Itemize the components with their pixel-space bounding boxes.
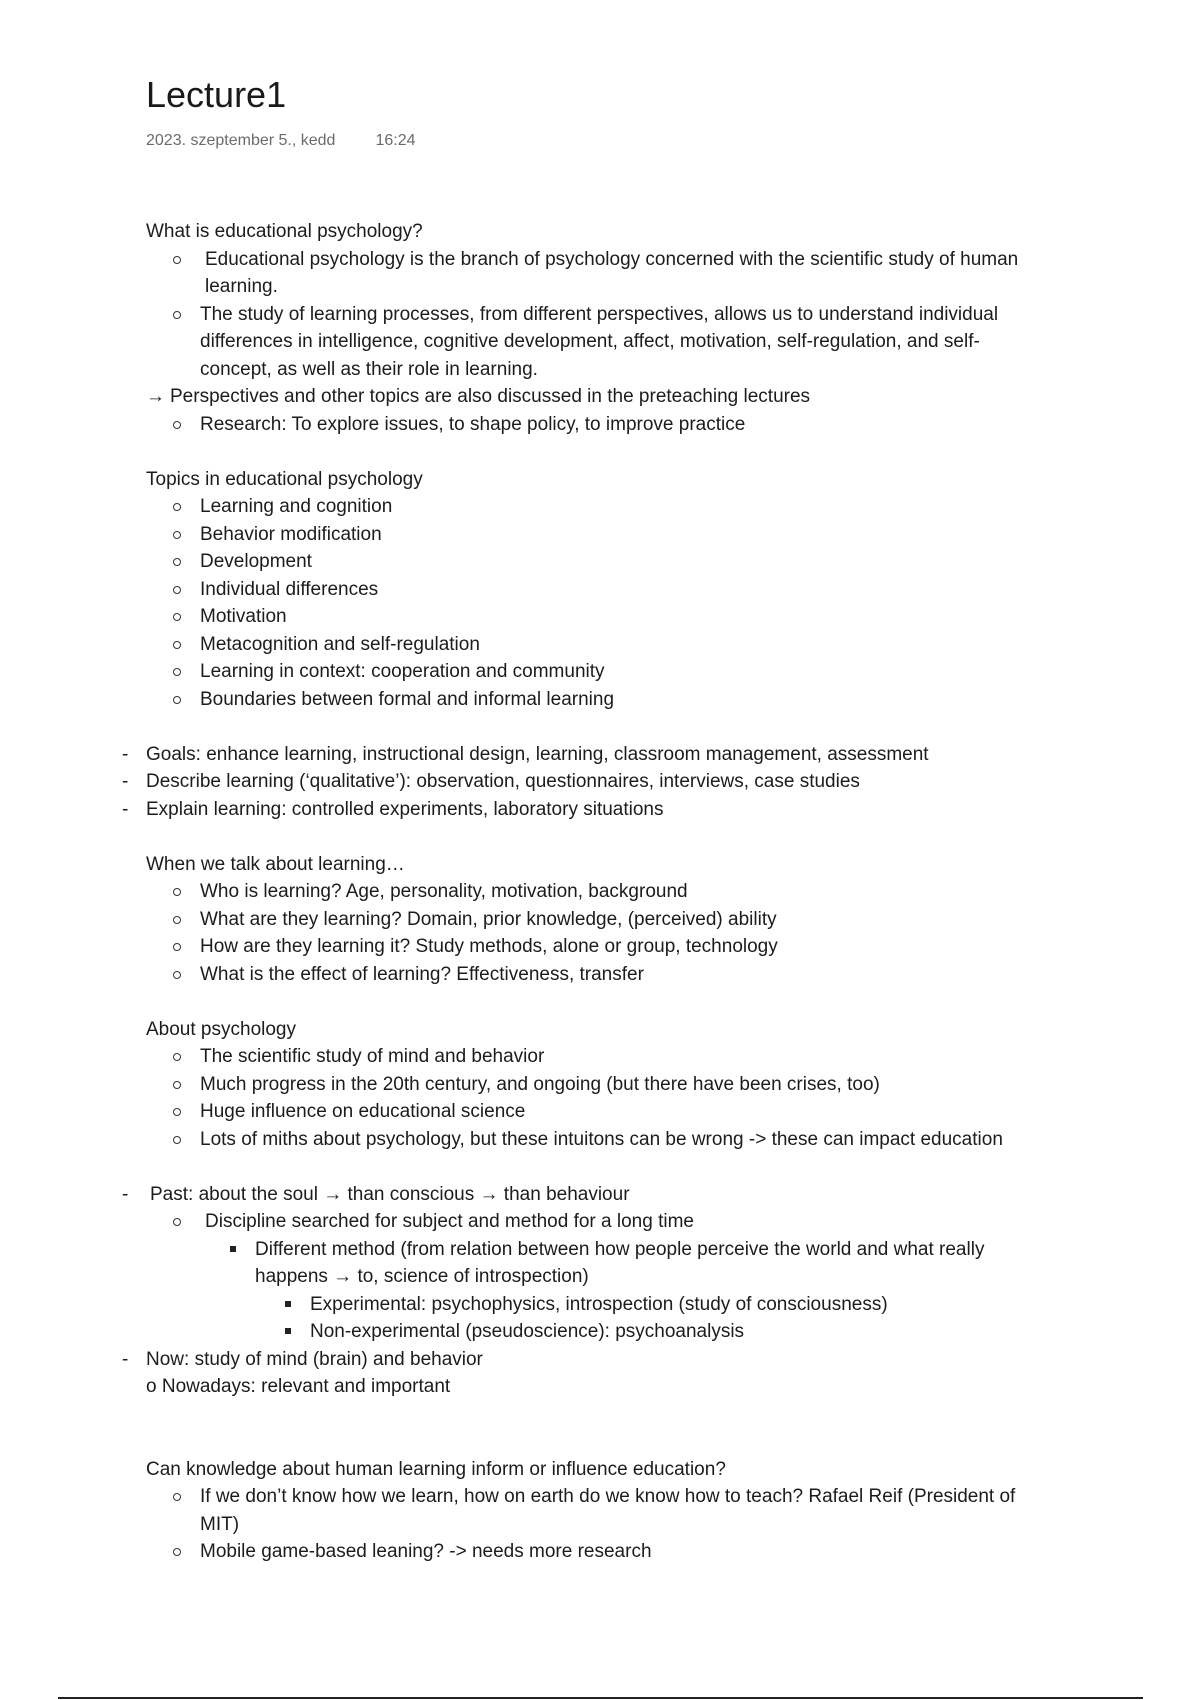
page-title: Lecture1 xyxy=(146,74,287,115)
section-heading-what-is: What is educational psychology? xyxy=(146,221,423,242)
list-item: Lots of miths about psychology, but these intuitons can be wrong -> these can impact education xyxy=(0,1126,1200,1154)
list-item: Learning in context: cooperation and community xyxy=(0,658,1200,686)
list-item: The scientific study of mind and behavior xyxy=(0,1043,1200,1071)
section-heading-topics: Topics in educational psychology xyxy=(146,468,423,490)
dash-item-describe: - Describe learning (‘qualitative’): observation, questionnaires, interviews, case studies xyxy=(0,768,1200,796)
list-item: Mobile game-based leaning? -> needs more research xyxy=(0,1538,1200,1566)
list-item: Non-experimental (pseudoscience): psychoanalysis xyxy=(0,1318,1200,1346)
page-bottom-rule xyxy=(58,1697,1143,1699)
section-heading-learning: When we talk about learning… xyxy=(146,853,405,875)
list-item: If we don’t know how we learn, how on earth do we know how to teach? Rafael Reif (President of MIT) xyxy=(0,1483,1200,1538)
list-item: Discipline searched for subject and method for a long time xyxy=(0,1208,1200,1236)
page-time: 16:24 xyxy=(375,132,416,149)
nowadays-line: o Nowadays: relevant and important xyxy=(146,1376,451,1397)
list-item: Behavior modification xyxy=(0,521,1200,549)
note-body xyxy=(0,218,1200,1566)
list-item: Boundaries between formal and informal learning xyxy=(0,686,1200,714)
arrow-note-text: Perspectives and other topics are also discussed in the preteaching lectures xyxy=(170,386,811,407)
list-item: Research: To explore issues, to shape policy, to improve practice xyxy=(0,411,1200,439)
list-item: How are they learning it? Study methods, alone or group, technology xyxy=(0,933,1200,961)
list-item: Who is learning? Age, personality, motivation, background xyxy=(0,878,1200,906)
list-item: Much progress in the 20th century, and ongoing (but there have been crises, too) xyxy=(0,1071,1200,1099)
list-item: The study of learning processes, from different perspectives, allows us to understand individual differences in intelligence, cognitive development, affect, motivation, self-regulation, and self-concept, as well as their role in learning. xyxy=(0,301,1200,384)
list-item: Educational psychology is the branch of psychology concerned with the scientific study of human learning. xyxy=(0,246,1200,301)
list-item: Different method (from relation between how people perceive the world and what really happens → to, science of introspection) xyxy=(0,1236,1200,1291)
list-item: Development xyxy=(0,548,1200,576)
list-item: Metacognition and self-regulation xyxy=(0,631,1200,659)
list-item: Experimental: psychophysics, introspection (study of consciousness) xyxy=(0,1291,1200,1319)
page-meta xyxy=(146,132,416,150)
list-item: What is the effect of learning? Effectiveness, transfer xyxy=(0,961,1200,989)
section-heading-about: About psychology xyxy=(146,1018,296,1040)
list-item: Individual differences xyxy=(0,576,1200,604)
dash-item-goals: - Goals: enhance learning, instructional design, learning, classroom management, assessment xyxy=(0,741,1200,769)
dash-item-past: - Past: about the soul → than conscious → than behaviour xyxy=(0,1181,1200,1209)
section-heading-knowledge: Can knowledge about human learning inform or influence education? xyxy=(146,1458,726,1480)
list-item: Huge influence on educational science xyxy=(0,1098,1200,1126)
list-item: Learning and cognition xyxy=(0,493,1200,521)
dash-item-now: - Now: study of mind (brain) and behavior xyxy=(0,1346,1200,1374)
arrow-right-icon: → xyxy=(146,386,165,407)
dash-item-explain: - Explain learning: controlled experiments, laboratory situations xyxy=(0,796,1200,824)
arrow-note xyxy=(0,383,1200,411)
list-item: Motivation xyxy=(0,603,1200,631)
page-date: 2023. szeptember 5., kedd xyxy=(146,132,336,149)
list-item: What are they learning? Domain, prior knowledge, (perceived) ability xyxy=(0,906,1200,934)
